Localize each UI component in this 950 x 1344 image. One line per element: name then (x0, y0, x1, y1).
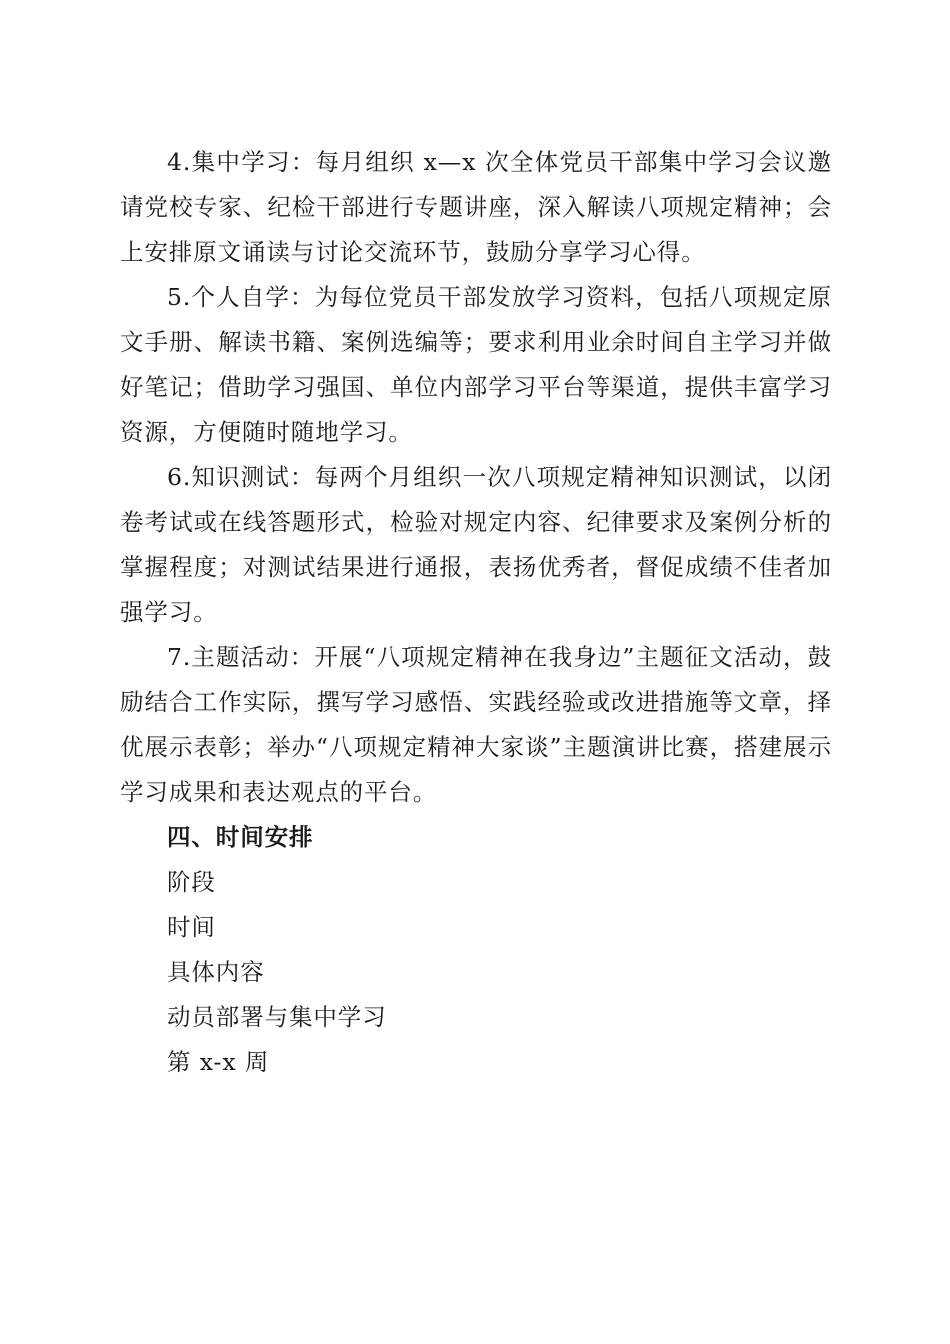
table-header-content: 具体内容 (167, 958, 265, 986)
paragraph-centralized-study: 4.集中学习：每月组织 x—x 次全体党员干部集中学习会议邀请党校专家、纪检干部进行专题讲座，深入解读八项规定精神；会上安排原文诵读与讨论交流环节，鼓励分享学习心得。 (120, 148, 832, 266)
section-heading-schedule: 四、时间安排 (167, 823, 314, 851)
paragraph-self-study: 5.个人自学：为每位党员干部发放学习资料，包括八项规定原文手册、解读书籍、案例选编等；要求利用业余时间自主学习并做好笔记；借助学习强国、单位内部学习平台等渠道，提供丰富学习资源，方便随时随地学习。 (120, 283, 832, 446)
table-header-stage: 阶段 (167, 868, 216, 896)
paragraph-knowledge-test: 6.知识测试：每两个月组织一次八项规定精神知识测试，以闭卷考试或在线答题形式，检验对规定内容、纪律要求及案例分析的掌握程度；对测试结果进行通报，表扬优秀者，督促成绩不佳者加强学习。 (120, 463, 832, 626)
document-body (120, 140, 832, 1085)
table-cell-stage-1: 动员部署与集中学习 (167, 1003, 387, 1031)
table-header-time: 时间 (167, 913, 216, 941)
paragraph-theme-activities: 7.主题活动：开展“八项规定精神在我身边”主题征文活动，鼓励结合工作实际，撰写学习感悟、实践经验或改进措施等文章，择优展示表彰；举办“八项规定精神大家谈”主题演讲比赛，搭建展示学习成果和表达观点的平台。 (120, 643, 832, 806)
table-cell-time-1: 第 x-x 周 (167, 1048, 270, 1076)
